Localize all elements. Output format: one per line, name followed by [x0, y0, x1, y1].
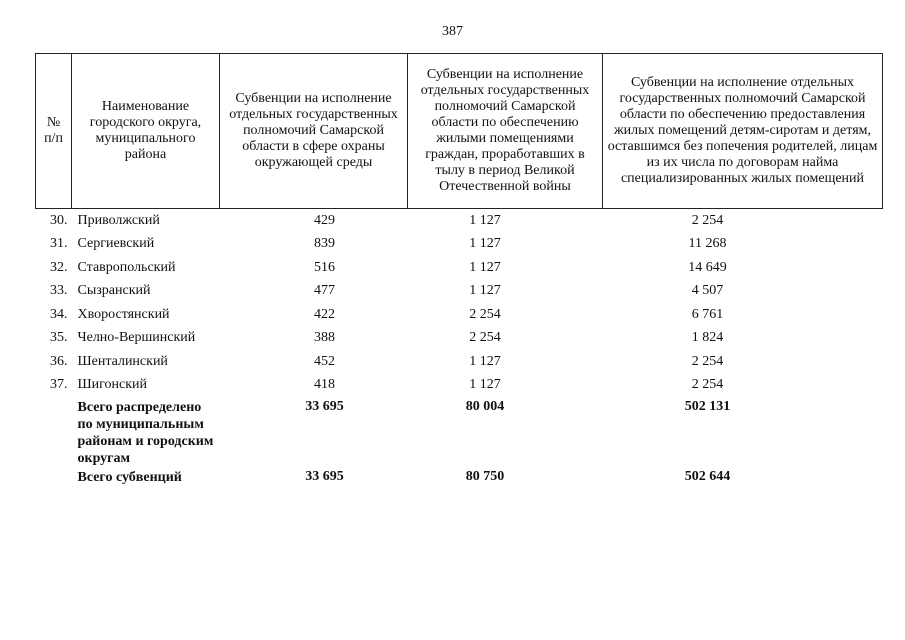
row-name: Шигонский: [77, 377, 148, 393]
row-value-1: 422: [314, 306, 335, 322]
page-number: 387: [442, 24, 463, 39]
header-num: № п/п: [36, 54, 72, 209]
row-name: Сызранский: [77, 283, 151, 299]
row-num: 35.: [50, 330, 68, 346]
total-distributed-label: Всего распределено по муниципальным районам и городским округам: [77, 400, 214, 466]
total-distributed-value-3: 502 131: [684, 399, 731, 414]
row-name: Сергиевский: [77, 236, 155, 252]
row-value-3: 6 761: [691, 306, 724, 322]
row-value-2: 1 127: [469, 283, 501, 299]
row-value-1: 839: [314, 236, 335, 252]
table-row: [36, 374, 883, 398]
row-value-1: 418: [314, 377, 335, 393]
total-subventions-value-1: 33 695: [305, 469, 344, 484]
table-header-row: [36, 54, 883, 209]
header-environment-subventions: Субвенции на исполнение отдельных государственных полномочий Самарской области в сфере охраны окружающей среды: [220, 54, 408, 209]
row-value-3: 2 254: [691, 212, 724, 228]
total-distributed-row: [36, 397, 883, 467]
table-row: [36, 350, 883, 374]
row-value-1: 452: [314, 353, 335, 369]
table-row: [36, 303, 883, 327]
row-num: 34.: [50, 306, 68, 322]
row-value-3: 14 649: [688, 259, 727, 275]
row-value-3: 2 254: [691, 377, 724, 393]
row-num: 30.: [50, 212, 68, 228]
row-value-2: 2 254: [469, 306, 501, 322]
total-distributed-value-1: 33 695: [305, 399, 344, 414]
table-row: [36, 256, 883, 280]
row-name: Хворостянский: [77, 306, 170, 322]
table-row: [36, 209, 883, 233]
total-subventions-label: Всего субвенций: [77, 470, 182, 485]
table-row: [36, 280, 883, 304]
header-name: Наименование городского округа, муниципального района: [72, 54, 220, 209]
row-value-2: 1 127: [469, 353, 501, 369]
table-row: [36, 233, 883, 257]
total-num-cell: [36, 467, 72, 499]
row-num: 31.: [50, 236, 68, 252]
row-value-1: 429: [314, 212, 335, 228]
row-value-2: 1 127: [469, 236, 501, 252]
row-name: Шенталинский: [77, 353, 168, 369]
row-name: Приволжский: [77, 212, 160, 228]
row-value-1: 477: [314, 283, 335, 299]
row-value-2: 1 127: [469, 377, 501, 393]
row-value-2: 2 254: [469, 330, 501, 346]
table-row: [36, 327, 883, 351]
row-value-1: 388: [314, 330, 335, 346]
total-distributed-value-2: 80 004: [465, 399, 505, 414]
total-num-cell: [36, 397, 72, 467]
total-subventions-row: [36, 467, 883, 499]
row-value-1: 516: [314, 259, 335, 275]
row-num: 37.: [50, 377, 68, 393]
row-name: Ставропольский: [77, 259, 176, 275]
row-value-3: 11 268: [688, 236, 727, 252]
row-value-3: 1 824: [691, 330, 724, 346]
row-value-3: 4 507: [691, 283, 724, 299]
row-value-3: 2 254: [691, 353, 724, 369]
total-subventions-value-3: 502 644: [684, 469, 731, 484]
row-num: 32.: [50, 259, 68, 275]
row-num: 36.: [50, 353, 68, 369]
header-orphans-housing-subventions: Субвенции на исполнение отдельных государственных полномочий Самарской области по обеспечению предоставления жилых помещений детям-сиротам и детям, оставшимся без попечения родителей, лицам из их числа по договорам найма специализированных жилых помещений: [603, 54, 883, 209]
header-home-front-housing-subventions: Субвенции на исполнение отдельных государственных полномочий Самарской области по обеспечению жилыми помещениями граждан, проработавших в тылу в период Великой Отечественной войны: [408, 54, 603, 209]
row-value-2: 1 127: [469, 259, 501, 275]
total-subventions-value-2: 80 750: [465, 469, 505, 484]
row-value-2: 1 127: [469, 212, 501, 228]
row-num: 33.: [50, 283, 68, 299]
row-name: Челно-Вершинский: [77, 330, 196, 346]
subventions-table: [35, 53, 883, 499]
